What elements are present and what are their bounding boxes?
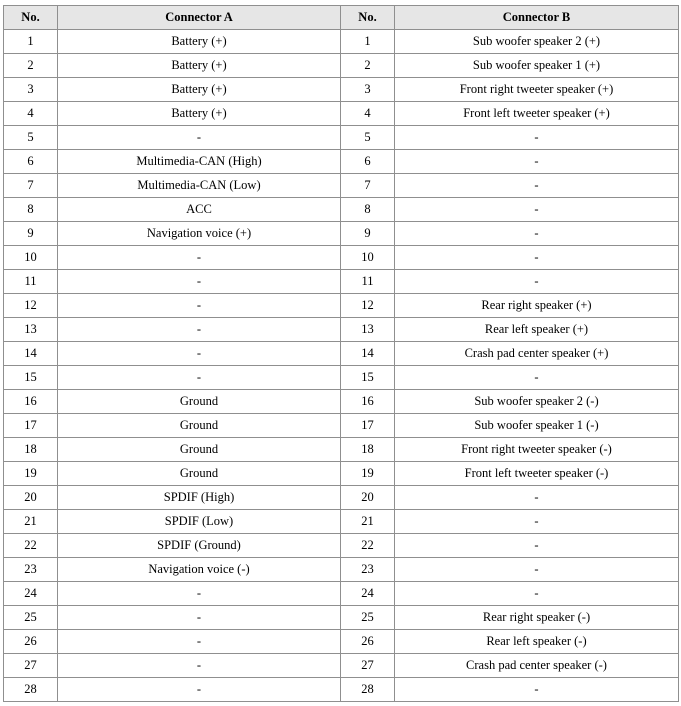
table-row [4,318,679,342]
connector-a-signal: - [58,294,341,318]
table-row [4,582,679,606]
table-row [4,150,679,174]
pin-number-a: 15 [4,366,58,390]
pin-number-b: 12 [341,294,395,318]
connector-b-signal: Rear left speaker (+) [395,318,679,342]
table-row [4,486,679,510]
connector-b-signal: - [395,678,679,702]
pin-number-b: 13 [341,318,395,342]
connector-a-signal: - [58,678,341,702]
pin-number-a: 9 [4,222,58,246]
pin-number-a: 4 [4,102,58,126]
pin-number-b: 16 [341,390,395,414]
pin-number-a: 26 [4,630,58,654]
pin-number-a: 27 [4,654,58,678]
pin-number-a: 5 [4,126,58,150]
header-connector-b: Connector B [395,6,679,30]
connector-b-signal: Front right tweeter speaker (-) [395,438,679,462]
connector-a-signal: Ground [58,462,341,486]
header-no-a: No. [4,6,58,30]
pin-number-b: 11 [341,270,395,294]
connector-b-signal: Sub woofer speaker 2 (-) [395,390,679,414]
connector-a-signal: - [58,654,341,678]
pin-number-b: 2 [341,54,395,78]
table-row [4,198,679,222]
connector-b-signal: - [395,558,679,582]
connector-a-signal: Multimedia-CAN (Low) [58,174,341,198]
table-row [4,462,679,486]
pin-number-b: 21 [341,510,395,534]
pin-number-a: 22 [4,534,58,558]
connector-b-signal: Front right tweeter speaker (+) [395,78,679,102]
connector-b-signal: Front left tweeter speaker (-) [395,462,679,486]
connector-a-signal: - [58,342,341,366]
connector-b-signal: - [395,510,679,534]
connector-b-signal: - [395,270,679,294]
table-header-row [4,6,679,30]
pin-number-a: 19 [4,462,58,486]
pin-number-a: 14 [4,342,58,366]
pin-number-a: 20 [4,486,58,510]
table-row [4,366,679,390]
pin-number-b: 27 [341,654,395,678]
table-row [4,630,679,654]
connector-a-signal: - [58,366,341,390]
pin-number-b: 25 [341,606,395,630]
connector-b-signal: Sub woofer speaker 1 (+) [395,54,679,78]
connector-a-signal: Ground [58,438,341,462]
table-row [4,126,679,150]
connector-a-signal: Battery (+) [58,78,341,102]
pin-number-b: 5 [341,126,395,150]
pin-number-b: 19 [341,462,395,486]
pin-number-b: 3 [341,78,395,102]
connector-a-signal: Battery (+) [58,102,341,126]
connector-a-signal: SPDIF (Low) [58,510,341,534]
connector-b-signal: - [395,150,679,174]
connector-b-signal: - [395,174,679,198]
table-row [4,678,679,702]
connector-a-signal: Ground [58,414,341,438]
pin-number-b: 23 [341,558,395,582]
pin-number-b: 7 [341,174,395,198]
pin-number-b: 8 [341,198,395,222]
header-connector-a: Connector A [58,6,341,30]
connector-b-signal: - [395,534,679,558]
pin-number-b: 22 [341,534,395,558]
pin-number-a: 1 [4,30,58,54]
pin-number-a: 16 [4,390,58,414]
table-row [4,294,679,318]
pin-number-a: 11 [4,270,58,294]
pin-number-a: 8 [4,198,58,222]
pin-number-a: 12 [4,294,58,318]
pin-number-b: 14 [341,342,395,366]
pin-number-a: 2 [4,54,58,78]
pin-number-a: 21 [4,510,58,534]
pin-number-a: 7 [4,174,58,198]
pin-number-a: 3 [4,78,58,102]
pin-number-b: 6 [341,150,395,174]
connector-a-signal: Battery (+) [58,30,341,54]
connector-b-signal: - [395,246,679,270]
connector-b-signal: Crash pad center speaker (+) [395,342,679,366]
connector-b-signal: Crash pad center speaker (-) [395,654,679,678]
connector-a-signal: - [58,606,341,630]
connector-b-signal: - [395,198,679,222]
pin-number-a: 6 [4,150,58,174]
table-row [4,246,679,270]
pin-number-a: 23 [4,558,58,582]
connector-a-signal: - [58,126,341,150]
table-row [4,102,679,126]
connector-b-signal: - [395,126,679,150]
pin-number-a: 25 [4,606,58,630]
connector-pinout-table [3,5,679,702]
table-row [4,54,679,78]
connector-a-signal: SPDIF (High) [58,486,341,510]
pin-number-b: 24 [341,582,395,606]
pin-number-b: 28 [341,678,395,702]
connector-b-signal: Front left tweeter speaker (+) [395,102,679,126]
connector-b-signal: Sub woofer speaker 1 (-) [395,414,679,438]
connector-b-signal: - [395,366,679,390]
connector-b-signal: Sub woofer speaker 2 (+) [395,30,679,54]
table-row [4,30,679,54]
pin-number-a: 17 [4,414,58,438]
connector-a-signal: - [58,246,341,270]
pin-number-a: 10 [4,246,58,270]
table-row [4,414,679,438]
table-row [4,438,679,462]
connector-a-signal: Battery (+) [58,54,341,78]
table-row [4,174,679,198]
connector-a-signal: - [58,582,341,606]
connector-a-signal: - [58,318,341,342]
pin-number-b: 20 [341,486,395,510]
table-row [4,654,679,678]
pin-number-b: 1 [341,30,395,54]
pin-number-a: 13 [4,318,58,342]
pin-number-b: 10 [341,246,395,270]
connector-b-signal: - [395,582,679,606]
connector-a-signal: - [58,270,341,294]
connector-a-signal: ACC [58,198,341,222]
table-row [4,270,679,294]
pin-number-b: 17 [341,414,395,438]
table-row [4,534,679,558]
table-row [4,558,679,582]
table-row [4,78,679,102]
table-row [4,222,679,246]
pin-number-b: 9 [341,222,395,246]
table-row [4,342,679,366]
pin-number-a: 28 [4,678,58,702]
table-body [4,30,679,702]
pin-number-b: 18 [341,438,395,462]
pin-number-a: 24 [4,582,58,606]
connector-b-signal: - [395,222,679,246]
table-row [4,390,679,414]
connector-b-signal: Rear right speaker (+) [395,294,679,318]
connector-a-signal: SPDIF (Ground) [58,534,341,558]
connector-b-signal: - [395,486,679,510]
pin-number-b: 15 [341,366,395,390]
table-row [4,510,679,534]
connector-a-signal: Navigation voice (+) [58,222,341,246]
header-no-b: No. [341,6,395,30]
connector-a-signal: Ground [58,390,341,414]
pin-number-b: 26 [341,630,395,654]
connector-a-signal: Navigation voice (-) [58,558,341,582]
connector-a-signal: Multimedia-CAN (High) [58,150,341,174]
connector-b-signal: Rear left speaker (-) [395,630,679,654]
pin-number-b: 4 [341,102,395,126]
connector-a-signal: - [58,630,341,654]
table-row [4,606,679,630]
pin-number-a: 18 [4,438,58,462]
connector-b-signal: Rear right speaker (-) [395,606,679,630]
